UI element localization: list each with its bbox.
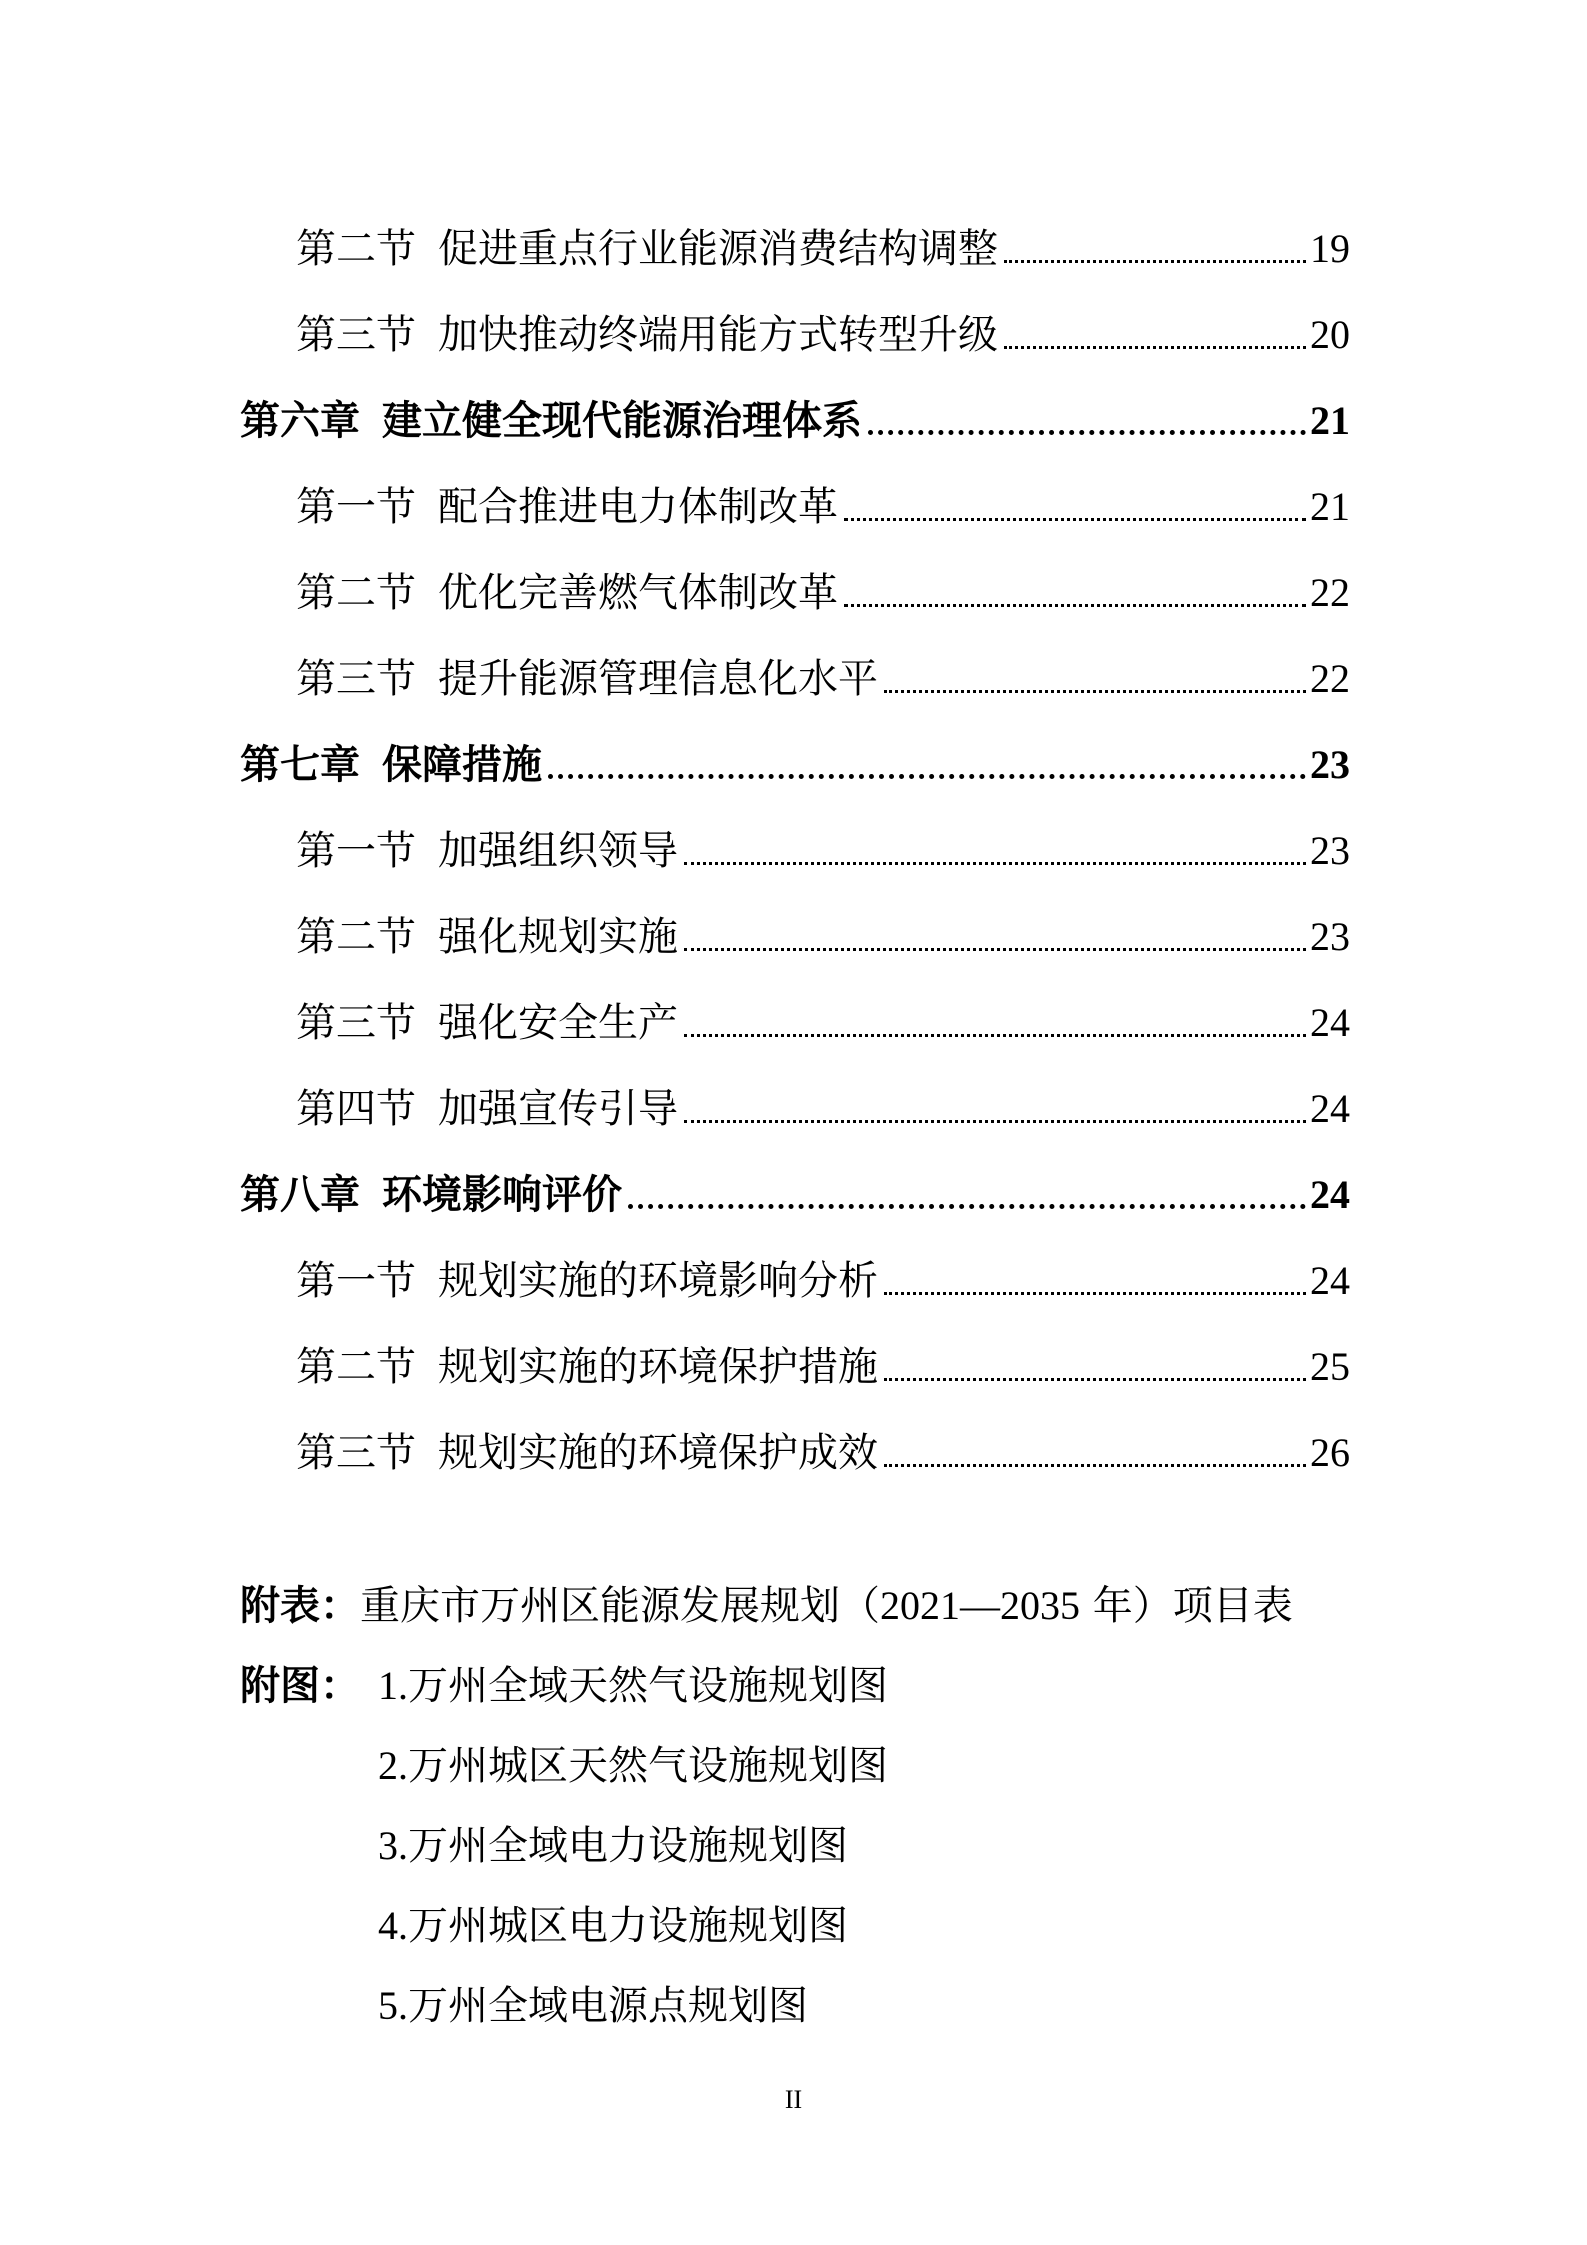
dot-leader bbox=[548, 774, 1306, 779]
toc-chapter-entry[interactable] bbox=[240, 731, 1350, 791]
toc-entry-label: 第三节 提升能源管理信息化水平 bbox=[296, 656, 878, 702]
toc-entry[interactable] bbox=[240, 473, 1350, 533]
dot-leader bbox=[868, 430, 1306, 435]
appendix-map-number: 3. bbox=[378, 1823, 408, 1868]
toc-entry[interactable] bbox=[240, 559, 1350, 619]
page-number: II bbox=[784, 2085, 803, 2114]
toc-entry-label: 第三节 加快推动终端用能方式转型升级 bbox=[296, 312, 998, 358]
toc-entry-label: 第一节 配合推进电力体制改革 bbox=[296, 484, 838, 530]
toc-page-number: 24 bbox=[1310, 1000, 1350, 1045]
dot-leader bbox=[844, 604, 1306, 607]
dot-leader bbox=[884, 1464, 1306, 1467]
toc-entry-label: 第三节 规划实施的环境保护成效 bbox=[296, 1430, 878, 1476]
appendix-map-item[interactable] bbox=[378, 1740, 888, 1792]
toc-entry-label: 第一节 规划实施的环境影响分析 bbox=[296, 1258, 878, 1304]
appendix-map-number: 1. bbox=[378, 1663, 408, 1708]
toc-chapter-entry[interactable] bbox=[240, 387, 1350, 447]
appendix-maps-heading: 附图： bbox=[240, 1663, 360, 1709]
appendix-map-item[interactable] bbox=[378, 1820, 848, 1872]
appendix-table-heading: 附表： bbox=[240, 1583, 360, 1629]
appendix-map-title: 万州城区天然气设施规划图 bbox=[408, 1743, 888, 1789]
appendix-map-item[interactable] bbox=[378, 1980, 808, 2032]
toc-entry-label: 第三节 强化安全生产 bbox=[296, 1000, 678, 1046]
toc-page-number: 22 bbox=[1310, 656, 1350, 701]
dot-leader bbox=[884, 1292, 1306, 1295]
appendix-table-years: 2021—2035 bbox=[880, 1583, 1080, 1628]
appendix-maps-heading-line bbox=[240, 1660, 360, 1712]
dot-leader bbox=[684, 1034, 1306, 1037]
appendix-table-line bbox=[240, 1580, 1293, 1632]
dot-leader bbox=[1004, 260, 1306, 263]
toc-page-number: 24 bbox=[1310, 1086, 1350, 1131]
appendix-map-number: 5. bbox=[378, 1983, 408, 2028]
toc-entry[interactable] bbox=[240, 989, 1350, 1049]
toc-entry-label: 第二节 促进重点行业能源消费结构调整 bbox=[296, 226, 998, 272]
dot-leader bbox=[684, 862, 1306, 865]
appendix-table-title-b: 年）项目表 bbox=[1080, 1583, 1293, 1629]
toc-entry[interactable] bbox=[240, 1247, 1350, 1307]
appendix-map-item[interactable] bbox=[378, 1900, 848, 1952]
toc-page-number: 24 bbox=[1310, 1172, 1350, 1217]
toc-page-number: 26 bbox=[1310, 1430, 1350, 1475]
toc-entry[interactable] bbox=[240, 1419, 1350, 1479]
toc-entry[interactable] bbox=[240, 903, 1350, 963]
toc-entry[interactable] bbox=[240, 301, 1350, 361]
dot-leader bbox=[684, 1120, 1306, 1123]
toc-entry-label: 第二节 规划实施的环境保护措施 bbox=[296, 1344, 878, 1390]
toc-entry-label: 第四节 加强宣传引导 bbox=[296, 1086, 678, 1132]
appendix-map-number: 4. bbox=[378, 1903, 408, 1948]
dot-leader bbox=[884, 1378, 1306, 1381]
dot-leader bbox=[884, 690, 1306, 693]
appendix-map-number: 2. bbox=[378, 1743, 408, 1788]
toc-page-number: 21 bbox=[1310, 484, 1350, 529]
toc-page-number: 22 bbox=[1310, 570, 1350, 615]
toc-page-number: 20 bbox=[1310, 312, 1350, 357]
toc-entry-label: 第六章 建立健全现代能源治理体系 bbox=[240, 398, 862, 444]
appendix-map-title: 万州全域天然气设施规划图 bbox=[408, 1663, 888, 1709]
toc-page-number: 24 bbox=[1310, 1258, 1350, 1303]
toc-page-number: 21 bbox=[1310, 398, 1350, 443]
toc-entry[interactable] bbox=[240, 1333, 1350, 1393]
toc-entry[interactable] bbox=[240, 817, 1350, 877]
dot-leader bbox=[684, 948, 1306, 951]
toc-entry-label: 第八章 环境影响评价 bbox=[240, 1172, 622, 1218]
toc-chapter-entry[interactable] bbox=[240, 1161, 1350, 1221]
toc-entry-label: 第二节 强化规划实施 bbox=[296, 914, 678, 960]
toc-entry[interactable] bbox=[240, 215, 1350, 275]
toc-page-number: 25 bbox=[1310, 1344, 1350, 1389]
toc-entry-label: 第二节 优化完善燃气体制改革 bbox=[296, 570, 838, 616]
toc-entry[interactable] bbox=[240, 1075, 1350, 1135]
toc-page-number: 23 bbox=[1310, 914, 1350, 959]
appendix-map-title: 万州全域电力设施规划图 bbox=[408, 1823, 848, 1869]
appendix-map-title: 万州全域电源点规划图 bbox=[408, 1983, 808, 2029]
toc-page-number: 23 bbox=[1310, 828, 1350, 873]
toc-page-number: 23 bbox=[1310, 742, 1350, 787]
toc-page-number: 19 bbox=[1310, 226, 1350, 271]
dot-leader bbox=[628, 1204, 1306, 1209]
toc-entry-label: 第七章 保障措施 bbox=[240, 742, 542, 788]
dot-leader bbox=[1004, 346, 1306, 349]
appendix-map-item[interactable] bbox=[378, 1660, 888, 1712]
toc-entry[interactable] bbox=[240, 645, 1350, 705]
appendix-table-title-a: 重庆市万州区能源发展规划（ bbox=[360, 1583, 880, 1629]
appendix-map-title: 万州城区电力设施规划图 bbox=[408, 1903, 848, 1949]
toc-entry-label: 第一节 加强组织领导 bbox=[296, 828, 678, 874]
dot-leader bbox=[844, 518, 1306, 521]
